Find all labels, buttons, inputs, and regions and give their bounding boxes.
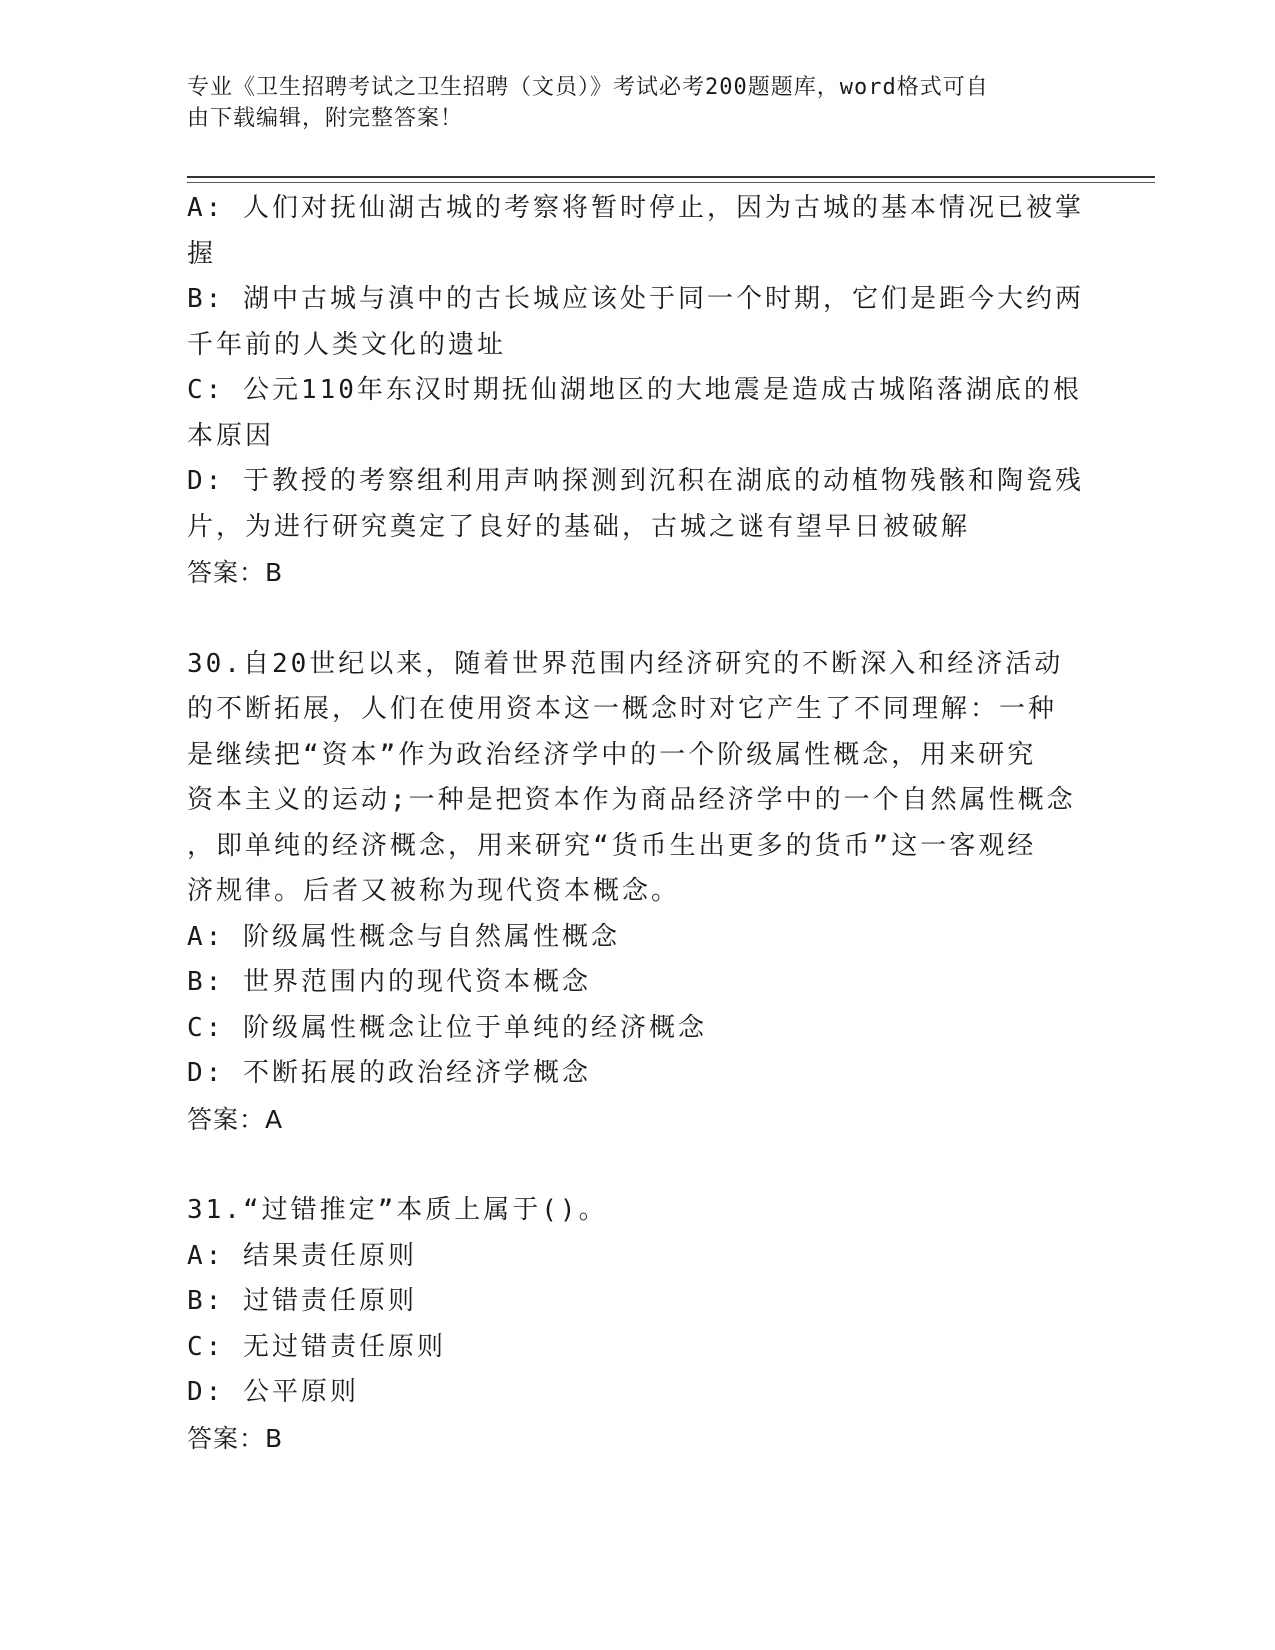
spacer — [187, 596, 1087, 642]
q30-option-c: C: 阶级属性概念让位于单纯的经济概念 — [187, 1012, 707, 1043]
q30-stem-line-6: 济规律。后者又被称为现代资本概念。 — [187, 876, 681, 906]
q29-option-a-line-2: 握 — [187, 238, 217, 269]
q29-option-d-line-1: D: 于教授的考察组利用声呐探测到沉积在湖底的动植物残骸和陶瓷残 — [187, 466, 1084, 496]
header-line-1: 专业《卫生招聘考试之卫生招聘（文员）》考试必考200题题库，word格式可自 — [187, 75, 989, 100]
q30-stem-line-4: 资本主义的运动;一种是把资本作为商品经济学中的一个自然属性概念 — [187, 785, 1076, 815]
q30-option-b: B: 世界范围内的现代资本概念 — [187, 967, 591, 997]
question-content — [187, 186, 1087, 1461]
question-29-options — [187, 186, 1087, 596]
q29-option-a-line-1: A: 人们对抚仙湖古城的考察将暂时停止，因为古城的基本情况已被掌 — [187, 193, 1084, 223]
q30-option-d: D: 不断拓展的政治经济学概念 — [187, 1058, 591, 1088]
document-header — [187, 72, 1067, 134]
q29-answer: 答案：B — [187, 558, 284, 587]
question-31 — [187, 1188, 1087, 1461]
header-divider-thin — [187, 182, 1155, 183]
header-divider-thick — [187, 176, 1155, 178]
q31-option-c: C: 无过错责任原则 — [187, 1331, 446, 1362]
q30-stem-line-2: 的不断拓展，人们在使用资本这一概念时对它产生了不同理解：一种 — [187, 694, 1058, 724]
q31-stem: 31.“过错推定”本质上属于()。 — [187, 1195, 608, 1225]
q29-option-d-line-2: 片，为进行研究奠定了良好的基础，古城之谜有望早日被破解 — [187, 511, 971, 542]
q30-answer: 答案：A — [187, 1104, 284, 1134]
q31-option-d: D: 公平原则 — [187, 1377, 359, 1407]
q29-option-b-line-2: 千年前的人类文化的遗址 — [187, 329, 507, 360]
header-line-2: 由下载编辑，附完整答案！ — [187, 106, 464, 131]
q31-option-a: A: 结果责任原则 — [187, 1240, 417, 1271]
q29-option-c-line-1: C: 公元110年东汉时期抚仙湖地区的大地震是造成古城陷落湖底的根 — [187, 375, 1082, 405]
q30-option-a: A: 阶级属性概念与自然属性概念 — [187, 921, 620, 952]
q30-stem-line-1: 30.自20世纪以来，随着世界范围内经济研究的不断深入和经济活动 — [187, 648, 1064, 679]
q31-answer: 答案：B — [187, 1423, 284, 1453]
spacer — [187, 1142, 1087, 1188]
q29-option-c-line-2: 本原因 — [187, 420, 275, 451]
q31-option-b: B: 过错责任原则 — [187, 1286, 417, 1316]
q29-option-b-line-1: B: 湖中古城与滇中的古长城应该处于同一个时期，它们是距今大约两 — [187, 284, 1084, 314]
q30-stem-line-3: 是继续把“资本”作为政治经济学中的一个阶级属性概念，用来研究 — [187, 739, 1037, 770]
question-30 — [187, 642, 1087, 1143]
q30-stem-line-5: ，即单纯的经济概念，用来研究“货币生出更多的货币”这一客观经 — [187, 830, 1037, 861]
